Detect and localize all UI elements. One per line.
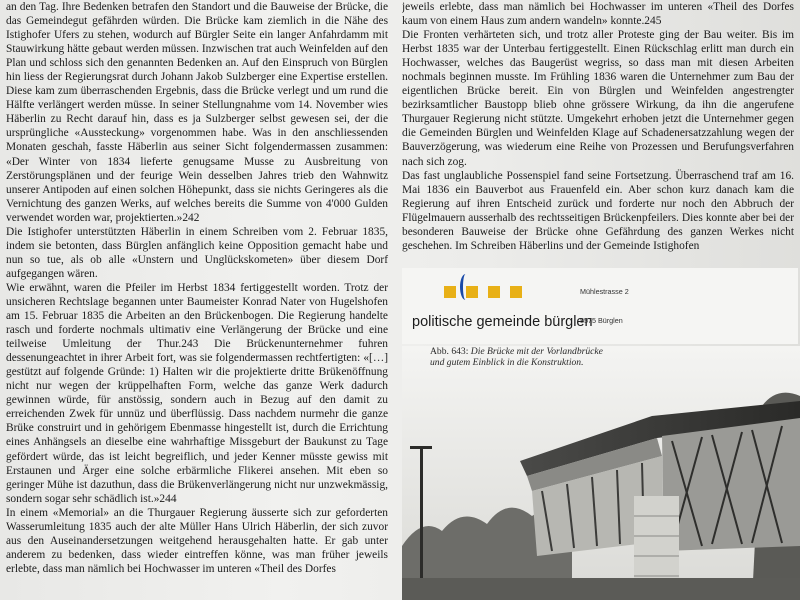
paragraph: jeweils erlebte, dass man nämlich bei Hochwasser im unteren «Theil des Dorfes kaum von einem Haus zum andern wandeln» konnte.245: [402, 1, 794, 28]
figure-bridge-photo: [402, 346, 800, 600]
paragraph: Die Fronten verhärteten sich, und trotz aller Proteste ging der Bau weiter. Bis im Herbst 1835 war der Unterbau fertiggestellt. Einen Rückschlag erlitt man durch ein Hochwasser, welches das Baugerüst wegriss, so dass man mit diesen Arbeiten nochmals beginnen musste. Im Frühling 1836 waren die Unternehmer zum Bau der eigentlichen Brücke bereit. Ein von Bürglen und Weinfelden angestrengter bezirksamtlicher Baustopp blieb ohne grössere Wirkung, da ihn die angerufene Thurgauer Regierung nicht stützte. Umgekehrt erhoben jetzt die Unternehmer gegen die Gemeinden Bürglen und Weinfelden Klage auf Schadenersatzzahlung wegen der Bauverzögerung, was wiederum eine Reihe von Prozessen und Berufungsverfahren nach sich zog.: [402, 29, 794, 168]
figure-caption: [430, 346, 610, 368]
advertisement: [402, 268, 798, 344]
left-column: [6, 0, 388, 576]
figure-caption-text: Die Brücke mit der Vorlandbrücke und gutem Einblick in die Konstruktion.: [430, 346, 603, 369]
gemeinde-logo: [406, 278, 593, 338]
address-line: 8575 Bürglen: [580, 315, 623, 325]
paragraph: Das fast unglaubliche Possenspiel fand seine Fortsetzung. Überraschend traf am 16. Mai 1836 ein Bauverbot aus Frauenfeld ein. Aber schon kurz danach kam die Regierung auf ihren Entscheid zurück und forderte nur noch den Abbruch der Flügelmauern ausserhalb des rechtsseitigen Brückenpfeilers. Dies konnte aber bei der besonderen Bauweise der Brücke ohne Gefährdung des ganzen Werkes nicht geschehen. Im Schreiben Häberlins und der Gemeinde Istighofen: [402, 169, 794, 252]
logo-squares-icon: [444, 280, 564, 300]
paragraph: In einem «Memorial» an die Thurgauer Regierung äusserte sich zur geforderten Wasserumleitung 1835 auch der alte Müller Hans Ulrich Häberlin, der sich zuvor aus den Auseinandersetzungen weitgehend herausgehalten hatte. Er gab unter anderem zu bedenken, dass wieder eintreffen könne, was man früher jeweils erlebte, dass man nämlich bei Hochwasser im unteren «Theil des Dorfes: [6, 506, 388, 575]
figure-number: Abb. 643:: [430, 346, 469, 357]
right-column: [402, 0, 794, 265]
brand-name: politische gemeinde bürglen: [412, 314, 593, 330]
bridge-photo: [402, 346, 800, 600]
paragraph: an den Tag. Ihre Bedenken betrafen den Standort und die Bauweise der Brücke, die das Gemeindegut gefährden würden. Die Brücke kam ziemlich in die Nähe des Istighofer Ufers zu stehen, wodurch auf Bürgler Seite ein langer Anfahrdamm mit Stauwirkung hätte gebaut werden müssen. Inzwischen trat auch Weinfelden auf den Plan und schloss sich den genannten Bedenken an. Auf den Einspruch von Bürglen hin liess der Regierungsrat durch Johann Jakob Sulzberger eine Expertise erstellen. Diese kam zum überraschenden Ergebnis, dass die Brücke verlegt und um rund die Hälfte verlängert werden müsse. In seiner Stellungnahme vom 14. November wies Häberlin zu Recht darauf hin, dass es ja Sulzberger selbst gewesen sei, der die ursprüngliche «Aussteckung» vorgenommen habe. Was in den anschliessenden Monaten geschah, fasste Häberlin aus seiner Sicht folgendermassen zusammen: «Der Winter von 1834 lieferte genugsame Musse zu Ausbreitung von Zerstörungsplänen und der feurige Wein desselben Jahres trieb den Wahnwitz unserer Antipoden auf einen solchen Höhepunkt, dass sie nichts Geringeres als die Vernichtung des ganzen Werks, auf welches bereits die Summe von 4'000 Gulden verwendet worden war, projektierten.»242: [6, 1, 388, 224]
paragraph: Wie erwähnt, waren die Pfeiler im Herbst 1834 fertiggestellt worden. Trotz der unsicheren Rechtslage begannen unter Baumeister Konrad Nater von Hugelshofen am 15. Februar 1835 die Arbeiten an den Brückenbogen. Die Regierung handelte rasch und forderte nochmals ultimativ eine Verlängerung der Brücke und eine teilweise Umleitung der Thur.243 Die Brückenunternehmer fuhren dessenungeachtet in ihrer Arbeit fort, was sie folgendermassen rechtfertigten: «[…] gestützt auf folgende Gründe: 1) Halten wir die projektierte dritte Brükenöffnung nicht nur wegen der krüppelhaften Form, welche das ganze Werk dadurch gewinnen würde, für anstössig, sondern auch in Bezug auf den damit zu erreichenden Zwek für unnüz und überflüssig. Dass nachdem nurmehr die ganze Brüke construirt und in gehörigem Ebenmasse hingestellt ist, durch die Errichtung eines Anhängsels an dieselbe eine wahrhaftige Missgeburt der Baukunst zu Tage gefördert würde, das ist leicht begreiflich, und jeder Kenner müsste gewiss mit Erstaunen und Ärger eine solche erbärmliche Flikerei ansehen. Mit eben so geringer Mühe ist dazuthun, dass die Brükenverlängerung nicht nur unzwekmässig, sondern sogar sehr schädlich ist.»244: [6, 281, 388, 505]
paragraph: Die Istighofer unterstützten Häberlin in einem Schreiben vom 2. Februar 1835, indem sie betonten, dass Bürglen anfänglich keine Opposition gemacht habe und nun so tue, als ob alle «Unstern und Unglückskometen» über diesem Dorf aufgegangen wären.: [6, 225, 388, 280]
address-line: Mühlestrasse 2: [580, 287, 629, 297]
